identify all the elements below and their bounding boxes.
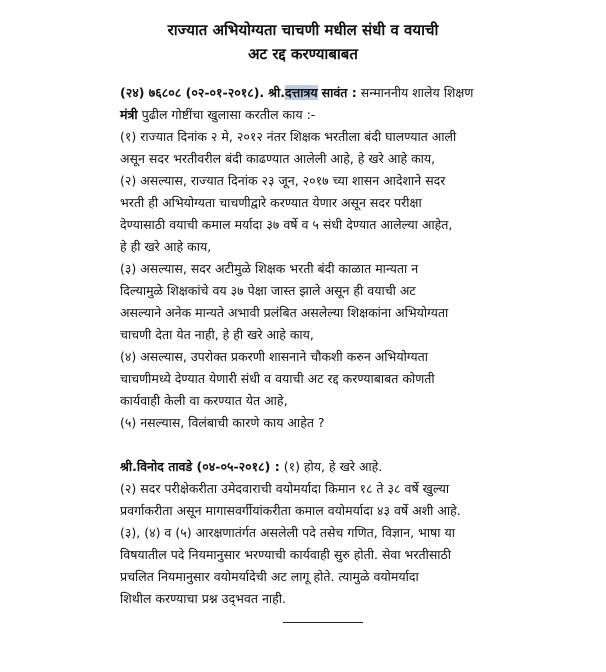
- asker-surname: सावंत :: [321, 85, 357, 100]
- question-line: असल्याने अनेक मान्यते अभावी प्रलंबित असलेल्या शिक्षकांना अभियोग्यता: [120, 305, 449, 320]
- question-line: (१) राज्यात दिनांक २ मे, २०१२ नंतर शिक्षक भरतीला बंदी घालण्यात आली: [120, 129, 457, 144]
- asker-name-highlight: दत्तात्रय: [285, 85, 318, 100]
- question-line: हे ही खरे आहे काय,: [120, 239, 212, 254]
- end-divider: [283, 622, 363, 623]
- answer-first: (१) होय, हे खरे आहे.: [283, 459, 383, 474]
- question-line: दिल्यामुळे शिक्षकांचे वय ३७ पेक्षा जास्त झाले असून ही वयाची अट: [120, 283, 416, 298]
- answer-line: शिथील करण्याचा प्रश्न उद्‌भवत नाही.: [120, 591, 286, 606]
- question-header: [120, 84, 520, 102]
- question-line: (४) असल्यास, उपरोक्त प्रकरणी शासनाने चौकशी करुन अभियोग्यता: [120, 349, 428, 364]
- answerer-name: श्री.विनोद तावडे (०४-०५-२०१८) :: [120, 459, 280, 474]
- answer-header: [120, 458, 520, 476]
- question-intro-rest: पुढील गोष्टींचा खुलासा करतील काय :-: [141, 107, 316, 122]
- document-title-line1: राज्यात अभियोग्यता चाचणी मधील संधी व वयाची: [167, 21, 439, 39]
- question-line: चाचणी देता येत नाही, हे ही खरे आहे काय,: [120, 327, 314, 342]
- question-intro: सन्माननीय शालेय शिक्षण: [360, 85, 474, 100]
- answer-line: (२) सदर परीक्षेकरीता उमेदवाराची वयोमर्यादा किमान १८ ते ३८ वर्षे खुल्या: [120, 481, 450, 496]
- minister-word: मंत्री: [120, 107, 138, 122]
- question-line: असून सदर भरतीवरील बंदी काढण्यात आलेली आहे, हे खरे आहे काय,: [120, 151, 436, 166]
- question-line: (३) असल्यास, सदर अटीमुळे शिक्षक भरती बंदी काळात मान्यता न: [120, 261, 419, 276]
- answer-line: प्रवर्गाकरीता असून मागासवर्गीयांकरीता कमाल वयोमर्यादा ४३ वर्षे अशी आहे.: [120, 503, 461, 518]
- question-line: कार्यवाही केली वा करण्यात येत आहे,: [120, 393, 288, 408]
- question-line: भरती ही अभियोग्यता चाचणीद्वारे करण्यात येणार असून सदर परीक्षा: [120, 195, 422, 210]
- question-intro-line2: [120, 106, 520, 124]
- question-line: देण्यासाठी वयाची कमाल मर्यादा ३७ वर्षे व ५ संधी देण्यात आलेल्या आहेत,: [120, 217, 453, 232]
- question-line: (५) नसल्यास, विलंबाची कारणे काय आहेत ?: [120, 415, 325, 430]
- asker-prefix: श्री.: [268, 85, 286, 100]
- answer-line: (३), (४) व (५) आरक्षणातंर्गत असलेली पदे तसेच गणित, विज्ञान, भाषा या: [120, 525, 455, 540]
- question-line: (२) असल्यास, राज्यात दिनांक २३ जून, २०१७ च्या शासन आदेशाने सदर: [120, 173, 446, 188]
- answer-line: विषयातील पदे नियमानुसार भरण्याची कार्यवाही सुरु होती. सेवा भरतीसाठी: [120, 547, 452, 562]
- question-ref: (२४) ७६८०८ (०२-०१-२०१८).: [120, 85, 265, 100]
- question-line: चाचणीमध्ये देण्यात येणारी संधी व वयाची अट रद्द करण्याबाबत कोणती: [120, 371, 435, 386]
- document-title-line2: अट रद्द करण्याबाबत: [248, 45, 358, 63]
- answer-line: प्रचलित नियमानुसार वयोमर्यादेची अट लागू होते. त्यामुळे वयोमर्यादा: [120, 569, 419, 584]
